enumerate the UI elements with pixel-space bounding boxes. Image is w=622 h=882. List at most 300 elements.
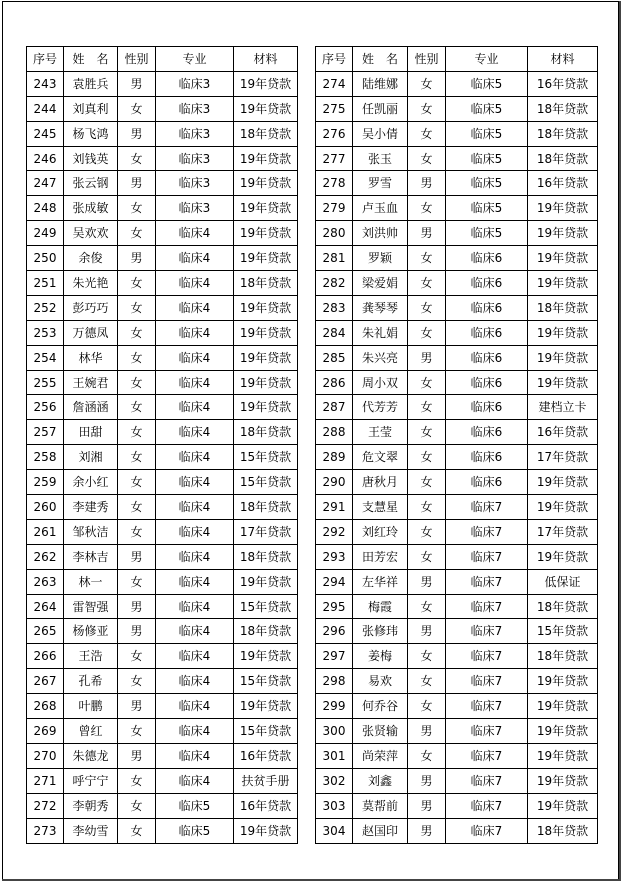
cell-material: 18年贷款 [528, 146, 598, 171]
cell-gender: 男 [408, 345, 446, 370]
cell-material: 18年贷款 [528, 295, 598, 320]
cell-serial: 250 [27, 246, 64, 271]
cell-major: 临床6 [446, 470, 528, 495]
cell-serial: 294 [316, 569, 353, 594]
cell-name: 姜梅 [353, 644, 408, 669]
cell-major: 临床3 [156, 196, 234, 221]
cell-gender: 女 [408, 519, 446, 544]
cell-gender: 女 [118, 519, 156, 544]
cell-major: 临床7 [446, 644, 528, 669]
table-row [27, 719, 298, 744]
cell-gender: 男 [408, 768, 446, 793]
cell-major: 临床4 [156, 271, 234, 296]
cell-gender: 女 [408, 246, 446, 271]
cell-name: 左华祥 [353, 569, 408, 594]
table-row [316, 420, 598, 445]
cell-serial: 270 [27, 743, 64, 768]
cell-gender: 女 [118, 96, 156, 121]
cell-name: 余俊 [64, 246, 118, 271]
cell-serial: 280 [316, 221, 353, 246]
cell-gender: 男 [408, 719, 446, 744]
cell-material: 18年贷款 [234, 420, 298, 445]
cell-major: 临床3 [156, 96, 234, 121]
cell-name: 王浩 [64, 644, 118, 669]
cell-gender: 女 [408, 420, 446, 445]
cell-serial: 291 [316, 495, 353, 520]
cell-name: 刘红玲 [353, 519, 408, 544]
table-row [27, 495, 298, 520]
table-row [27, 544, 298, 569]
cell-serial: 277 [316, 146, 353, 171]
cell-material: 19年贷款 [234, 644, 298, 669]
cell-material: 19年贷款 [528, 221, 598, 246]
table-row [27, 246, 298, 271]
table-row [27, 271, 298, 296]
cell-name: 刘钱英 [64, 146, 118, 171]
cell-name: 袁胜兵 [64, 71, 118, 96]
cell-serial: 293 [316, 544, 353, 569]
cell-gender: 女 [118, 470, 156, 495]
table-row [316, 221, 598, 246]
cell-material: 建档立卡 [528, 395, 598, 420]
cell-material: 19年贷款 [234, 146, 298, 171]
cell-material: 15年贷款 [234, 445, 298, 470]
table-row [316, 470, 598, 495]
cell-gender: 女 [408, 196, 446, 221]
table-body [27, 71, 298, 843]
cell-major: 临床4 [156, 370, 234, 395]
cell-material: 19年贷款 [234, 818, 298, 843]
cell-major: 临床6 [446, 271, 528, 296]
header-major: 专业 [446, 47, 528, 72]
cell-name: 詹涵涵 [64, 395, 118, 420]
header-name: 姓 名 [353, 47, 408, 72]
cell-gender: 男 [408, 569, 446, 594]
cell-name: 刘真利 [64, 96, 118, 121]
cell-major: 临床4 [156, 694, 234, 719]
cell-name: 李建秀 [64, 495, 118, 520]
cell-gender: 女 [408, 146, 446, 171]
table-row [27, 669, 298, 694]
cell-name: 吴欢欢 [64, 221, 118, 246]
cell-major: 临床5 [156, 793, 234, 818]
cell-material: 19年贷款 [234, 569, 298, 594]
cell-material: 18年贷款 [528, 594, 598, 619]
cell-gender: 男 [408, 171, 446, 196]
cell-serial: 274 [316, 71, 353, 96]
cell-material: 19年贷款 [528, 370, 598, 395]
table-row [27, 694, 298, 719]
cell-major: 临床6 [446, 445, 528, 470]
cell-name: 田芳宏 [353, 544, 408, 569]
cell-material: 19年贷款 [528, 345, 598, 370]
table-row [27, 420, 298, 445]
cell-serial: 246 [27, 146, 64, 171]
cell-name: 周小双 [353, 370, 408, 395]
cell-material: 15年贷款 [234, 594, 298, 619]
cell-material: 扶贫手册 [234, 768, 298, 793]
cell-serial: 282 [316, 271, 353, 296]
cell-material: 19年贷款 [528, 495, 598, 520]
cell-gender: 女 [408, 495, 446, 520]
table-row [27, 644, 298, 669]
table-row [316, 146, 598, 171]
table-row [27, 196, 298, 221]
header-major: 专业 [156, 47, 234, 72]
cell-major: 临床5 [446, 171, 528, 196]
cell-name: 李幼雪 [64, 818, 118, 843]
cell-serial: 269 [27, 719, 64, 744]
header-gender: 性别 [118, 47, 156, 72]
table-row [316, 743, 598, 768]
cell-name: 罗雪 [353, 171, 408, 196]
cell-serial: 258 [27, 445, 64, 470]
cell-name: 刘洪帅 [353, 221, 408, 246]
cell-material: 17年贷款 [528, 445, 598, 470]
cell-name: 林华 [64, 345, 118, 370]
header-serial: 序号 [27, 47, 64, 72]
cell-major: 临床6 [446, 345, 528, 370]
cell-material: 19年贷款 [528, 196, 598, 221]
cell-gender: 女 [118, 445, 156, 470]
table-row [27, 768, 298, 793]
cell-gender: 女 [408, 370, 446, 395]
cell-major: 临床7 [446, 719, 528, 744]
cell-name: 万德凤 [64, 320, 118, 345]
table-row [316, 793, 598, 818]
table-row [27, 295, 298, 320]
cell-gender: 女 [408, 669, 446, 694]
cell-material: 19年贷款 [528, 768, 598, 793]
table-row [27, 121, 298, 146]
cell-major: 临床4 [156, 221, 234, 246]
cell-material: 19年贷款 [234, 395, 298, 420]
cell-major: 临床3 [156, 171, 234, 196]
cell-serial: 254 [27, 345, 64, 370]
header-material: 材料 [234, 47, 298, 72]
cell-gender: 男 [408, 818, 446, 843]
cell-material: 19年贷款 [528, 719, 598, 744]
cell-major: 临床4 [156, 719, 234, 744]
cell-gender: 男 [118, 121, 156, 146]
cell-serial: 273 [27, 818, 64, 843]
table-row [316, 519, 598, 544]
cell-name: 刘湘 [64, 445, 118, 470]
cell-name: 林一 [64, 569, 118, 594]
cell-major: 临床7 [446, 818, 528, 843]
cell-gender: 女 [408, 470, 446, 495]
cell-gender: 女 [118, 370, 156, 395]
cell-name: 朱礼娟 [353, 320, 408, 345]
cell-material: 19年贷款 [234, 196, 298, 221]
cell-gender: 男 [408, 793, 446, 818]
cell-major: 临床7 [446, 544, 528, 569]
cell-serial: 266 [27, 644, 64, 669]
cell-gender: 女 [118, 669, 156, 694]
cell-name: 李朝秀 [64, 793, 118, 818]
cell-name: 杨飞鸿 [64, 121, 118, 146]
cell-gender: 女 [118, 719, 156, 744]
cell-name: 雷智强 [64, 594, 118, 619]
cell-material: 16年贷款 [234, 743, 298, 768]
cell-name: 张成敏 [64, 196, 118, 221]
cell-serial: 257 [27, 420, 64, 445]
cell-major: 临床7 [446, 694, 528, 719]
table-row [316, 818, 598, 843]
table-row [316, 121, 598, 146]
cell-material: 19年贷款 [234, 171, 298, 196]
cell-serial: 259 [27, 470, 64, 495]
table-row [316, 370, 598, 395]
cell-name: 易欢 [353, 669, 408, 694]
cell-serial: 304 [316, 818, 353, 843]
cell-gender: 女 [118, 345, 156, 370]
cell-serial: 287 [316, 395, 353, 420]
student-table-right [315, 46, 598, 844]
cell-major: 临床7 [446, 768, 528, 793]
cell-material: 19年贷款 [234, 96, 298, 121]
cell-material: 15年贷款 [234, 669, 298, 694]
cell-name: 赵国印 [353, 818, 408, 843]
cell-material: 17年贷款 [528, 519, 598, 544]
header-row [316, 47, 598, 72]
table-row [27, 818, 298, 843]
cell-name: 王莹 [353, 420, 408, 445]
cell-name: 张贤输 [353, 719, 408, 744]
cell-major: 临床7 [446, 569, 528, 594]
cell-material: 19年贷款 [528, 271, 598, 296]
cell-serial: 276 [316, 121, 353, 146]
table-row [316, 694, 598, 719]
cell-name: 李林吉 [64, 544, 118, 569]
cell-name: 叶鹏 [64, 694, 118, 719]
cell-gender: 女 [118, 793, 156, 818]
cell-gender: 男 [118, 619, 156, 644]
table-row [27, 146, 298, 171]
table-row [316, 544, 598, 569]
cell-major: 临床4 [156, 395, 234, 420]
cell-serial: 272 [27, 793, 64, 818]
cell-material: 19年贷款 [528, 246, 598, 271]
cell-name: 田甜 [64, 420, 118, 445]
cell-major: 临床7 [446, 495, 528, 520]
cell-name: 何乔谷 [353, 694, 408, 719]
cell-gender: 女 [408, 320, 446, 345]
cell-material: 19年贷款 [234, 320, 298, 345]
cell-major: 临床7 [446, 519, 528, 544]
table-row [316, 445, 598, 470]
table-row [316, 71, 598, 96]
cell-gender: 女 [408, 295, 446, 320]
cell-major: 临床5 [156, 818, 234, 843]
cell-gender: 女 [408, 121, 446, 146]
cell-gender: 男 [118, 594, 156, 619]
cell-name: 莫帮前 [353, 793, 408, 818]
cell-serial: 297 [316, 644, 353, 669]
cell-name: 刘鑫 [353, 768, 408, 793]
cell-gender: 女 [408, 71, 446, 96]
cell-gender: 女 [408, 694, 446, 719]
cell-gender: 女 [408, 271, 446, 296]
cell-major: 临床7 [446, 793, 528, 818]
cell-serial: 268 [27, 694, 64, 719]
table-row [27, 370, 298, 395]
cell-serial: 244 [27, 96, 64, 121]
cell-gender: 女 [408, 544, 446, 569]
cell-major: 临床4 [156, 768, 234, 793]
cell-serial: 261 [27, 519, 64, 544]
table-row [27, 320, 298, 345]
table-row [316, 196, 598, 221]
cell-material: 19年贷款 [234, 71, 298, 96]
table-body [316, 71, 598, 843]
cell-serial: 248 [27, 196, 64, 221]
cell-serial: 292 [316, 519, 353, 544]
cell-gender: 女 [118, 768, 156, 793]
table-row [27, 569, 298, 594]
cell-major: 临床3 [156, 71, 234, 96]
cell-serial: 264 [27, 594, 64, 619]
page-shadow-right [619, 1, 621, 881]
cell-material: 19年贷款 [528, 743, 598, 768]
cell-serial: 289 [316, 445, 353, 470]
cell-major: 临床4 [156, 445, 234, 470]
cell-major: 临床4 [156, 619, 234, 644]
cell-name: 梅霞 [353, 594, 408, 619]
cell-material: 19年贷款 [528, 793, 598, 818]
cell-material: 17年贷款 [234, 519, 298, 544]
cell-material: 19年贷款 [528, 669, 598, 694]
cell-major: 临床5 [446, 96, 528, 121]
cell-material: 19年贷款 [528, 544, 598, 569]
table-row [27, 793, 298, 818]
table-row [316, 295, 598, 320]
cell-major: 临床4 [156, 470, 234, 495]
cell-gender: 女 [118, 221, 156, 246]
cell-material: 18年贷款 [234, 619, 298, 644]
cell-material: 18年贷款 [234, 271, 298, 296]
cell-name: 张修玮 [353, 619, 408, 644]
cell-gender: 女 [118, 569, 156, 594]
cell-gender: 女 [118, 146, 156, 171]
cell-name: 任凯丽 [353, 96, 408, 121]
cell-gender: 女 [118, 320, 156, 345]
cell-gender: 女 [118, 395, 156, 420]
cell-major: 临床3 [156, 121, 234, 146]
cell-gender: 男 [118, 544, 156, 569]
table-row [316, 246, 598, 271]
page-shadow-bottom [2, 879, 621, 881]
cell-serial: 301 [316, 743, 353, 768]
cell-material: 18年贷款 [234, 121, 298, 146]
cell-serial: 279 [316, 196, 353, 221]
cell-name: 邹秋洁 [64, 519, 118, 544]
table-row [27, 519, 298, 544]
header-gender: 性别 [408, 47, 446, 72]
cell-name: 曾红 [64, 719, 118, 744]
cell-major: 临床5 [446, 121, 528, 146]
table-row [316, 619, 598, 644]
cell-serial: 263 [27, 569, 64, 594]
cell-material: 15年贷款 [234, 470, 298, 495]
table-row [27, 395, 298, 420]
cell-major: 临床4 [156, 246, 234, 271]
cell-serial: 267 [27, 669, 64, 694]
cell-major: 临床4 [156, 345, 234, 370]
table-row [316, 768, 598, 793]
cell-name: 梁爱娟 [353, 271, 408, 296]
cell-major: 临床7 [446, 669, 528, 694]
cell-name: 尚荣萍 [353, 743, 408, 768]
cell-material: 19年贷款 [234, 221, 298, 246]
cell-major: 临床5 [446, 196, 528, 221]
table-row [27, 171, 298, 196]
table-row [27, 71, 298, 96]
cell-name: 朱光艳 [64, 271, 118, 296]
cell-major: 临床7 [446, 594, 528, 619]
cell-name: 彭巧巧 [64, 295, 118, 320]
cell-material: 19年贷款 [234, 345, 298, 370]
cell-serial: 286 [316, 370, 353, 395]
cell-name: 代芳芳 [353, 395, 408, 420]
cell-serial: 271 [27, 768, 64, 793]
cell-gender: 男 [118, 71, 156, 96]
cell-material: 19年贷款 [528, 470, 598, 495]
table-row [316, 345, 598, 370]
cell-major: 临床4 [156, 420, 234, 445]
cell-serial: 296 [316, 619, 353, 644]
cell-serial: 284 [316, 320, 353, 345]
cell-gender: 男 [118, 246, 156, 271]
cell-material: 19年贷款 [528, 320, 598, 345]
header-row [27, 47, 298, 72]
cell-gender: 女 [408, 594, 446, 619]
cell-name: 支慧星 [353, 495, 408, 520]
table-row [316, 594, 598, 619]
cell-serial: 243 [27, 71, 64, 96]
cell-name: 唐秋月 [353, 470, 408, 495]
cell-gender: 女 [408, 445, 446, 470]
cell-serial: 302 [316, 768, 353, 793]
table-row [27, 619, 298, 644]
cell-major: 临床6 [446, 420, 528, 445]
cell-major: 临床4 [156, 320, 234, 345]
cell-major: 临床4 [156, 594, 234, 619]
cell-name: 呼宁宁 [64, 768, 118, 793]
cell-name: 朱兴亮 [353, 345, 408, 370]
cell-name: 张玉 [353, 146, 408, 171]
cell-major: 临床5 [446, 146, 528, 171]
cell-gender: 男 [408, 221, 446, 246]
cell-material: 18年贷款 [234, 544, 298, 569]
cell-gender: 女 [408, 644, 446, 669]
table-row [316, 271, 598, 296]
cell-material: 18年贷款 [528, 121, 598, 146]
cell-material: 19年贷款 [234, 370, 298, 395]
cell-material: 19年贷款 [528, 694, 598, 719]
cell-major: 临床7 [446, 619, 528, 644]
cell-gender: 女 [118, 295, 156, 320]
cell-serial: 275 [316, 96, 353, 121]
cell-gender: 女 [118, 644, 156, 669]
cell-major: 临床4 [156, 495, 234, 520]
cell-serial: 249 [27, 221, 64, 246]
cell-gender: 女 [408, 743, 446, 768]
cell-major: 临床6 [446, 320, 528, 345]
cell-serial: 283 [316, 295, 353, 320]
cell-serial: 298 [316, 669, 353, 694]
cell-gender: 女 [118, 271, 156, 296]
